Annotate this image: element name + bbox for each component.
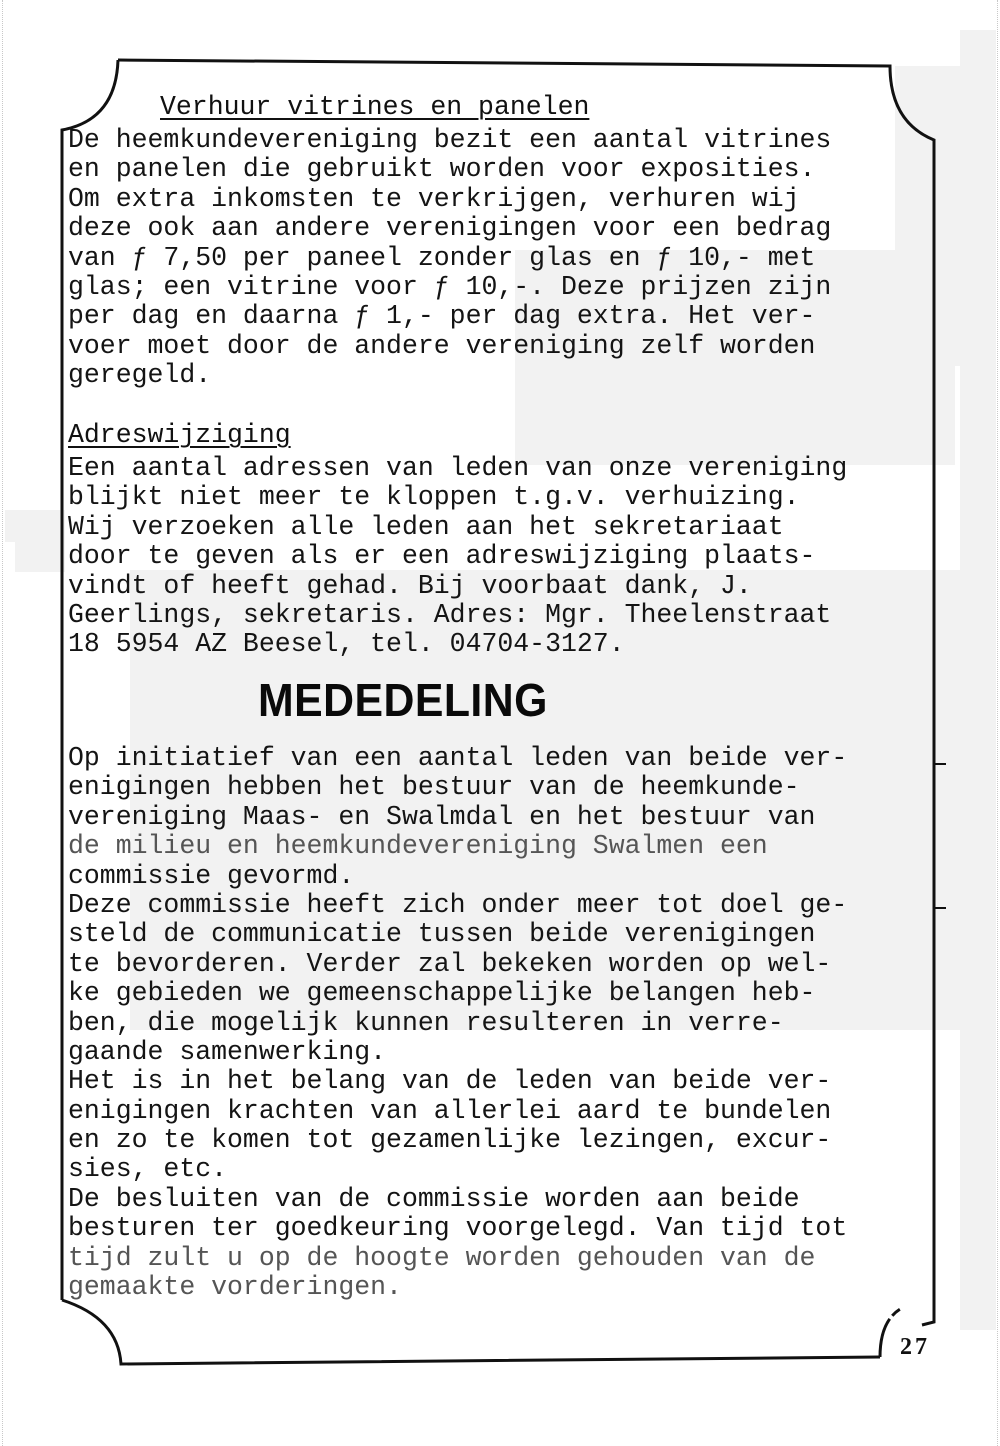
text-line: ke gebieden we gemeenschappelijke belangen heb- (68, 978, 816, 1009)
text-line: de milieu en heemkundevereniging Swalmen een (68, 831, 768, 862)
section-body-mededeling (68, 744, 948, 1302)
page-number: 27 (900, 1334, 930, 1360)
section-body-verhuur (68, 126, 948, 391)
text-line: van ƒ 7,50 per paneel zonder glas en ƒ 10,- met (68, 242, 816, 273)
text-line: vindt of heeft gehad. Bij voorbaat dank, J. (68, 570, 752, 601)
section-body-adreswijziging (68, 454, 948, 660)
text-line: steld de communicatie tussen beide verenigingen (68, 919, 816, 950)
text-line: De heemkundevereniging bezit een aantal vitrines (68, 125, 832, 155)
text-line: en zo te komen tot gezamenlijke lezingen, excur- (68, 1125, 832, 1156)
text-line: en panelen die gebruikt worden voor exposities. (68, 154, 816, 185)
text-line: per dag en daarna ƒ 1,- per dag extra. Het ver- (68, 301, 816, 332)
text-line: voer moet door de andere vereniging zelf worden (68, 330, 816, 361)
text-line: De besluiten van de commissie worden aan beide (68, 1183, 800, 1214)
text-line: geregeld. (68, 360, 212, 391)
text-line: Wij verzoeken alle leden aan het sekretariaat (68, 511, 784, 542)
text-line: glas; een vitrine voor ƒ 10,-. Deze prijzen zijn (68, 271, 832, 302)
section-heading-adreswijziging: Adreswijziging (68, 420, 291, 450)
text-line: deze ook aan andere verenigingen voor een bedrag (68, 213, 832, 244)
frame-border-bottom-left (62, 1300, 880, 1364)
text-line: Het is in het belang van de leden van beide ver- (68, 1066, 832, 1097)
text-line: Om extra inkomsten te verkrijgen, verhuren wij (68, 183, 800, 214)
text-line: gaande samenwerking. (68, 1036, 387, 1067)
text-line: enigingen hebben het bestuur van de heemkunde- (68, 772, 800, 803)
text-line: blijkt niet meer te kloppen t.g.v. verhuizing. (68, 482, 800, 513)
text-line: Geerlings, sekretaris. Adres: Mgr. Theelenstraat (68, 599, 832, 630)
text-line: sies, etc. (68, 1154, 228, 1185)
text-line: vereniging Maas- en Swalmdal en het bestuur van (68, 801, 816, 832)
text-line: te bevorderen. Verder zal bekeken worden op wel- (68, 948, 832, 979)
text-line: door te geven als er een adreswijziging plaats- (68, 541, 816, 572)
text-line: 18 5954 AZ Beesel, tel. 04704-3127. (68, 629, 625, 660)
text-line: ben, die mogelijk kunnen resulteren in verre- (68, 1007, 784, 1038)
section-heading-mededeling: MEDEDELING (258, 674, 548, 726)
frame-border-bottom-right (880, 1308, 902, 1357)
text-line: Een aantal adressen van leden van onze vereniging (68, 453, 848, 483)
text-line: commissie gevormd. (68, 860, 355, 891)
text-line: Op initiatief van een aantal leden van beide ver- (68, 743, 848, 773)
text-line: tijd zult u op de hoogte worden gehouden van de (68, 1242, 816, 1273)
text-line: Deze commissie heeft zich onder meer tot doel ge- (68, 889, 848, 920)
text-line: besturen ter goedkeuring voorgelegd. Van tijd tot (68, 1213, 848, 1244)
text-line: gemaakte vorderingen. (68, 1272, 402, 1303)
text-line: enigingen krachten van allerlei aard te bundelen (68, 1095, 832, 1126)
section-heading-verhuur: Verhuur vitrines en panelen (160, 92, 590, 122)
